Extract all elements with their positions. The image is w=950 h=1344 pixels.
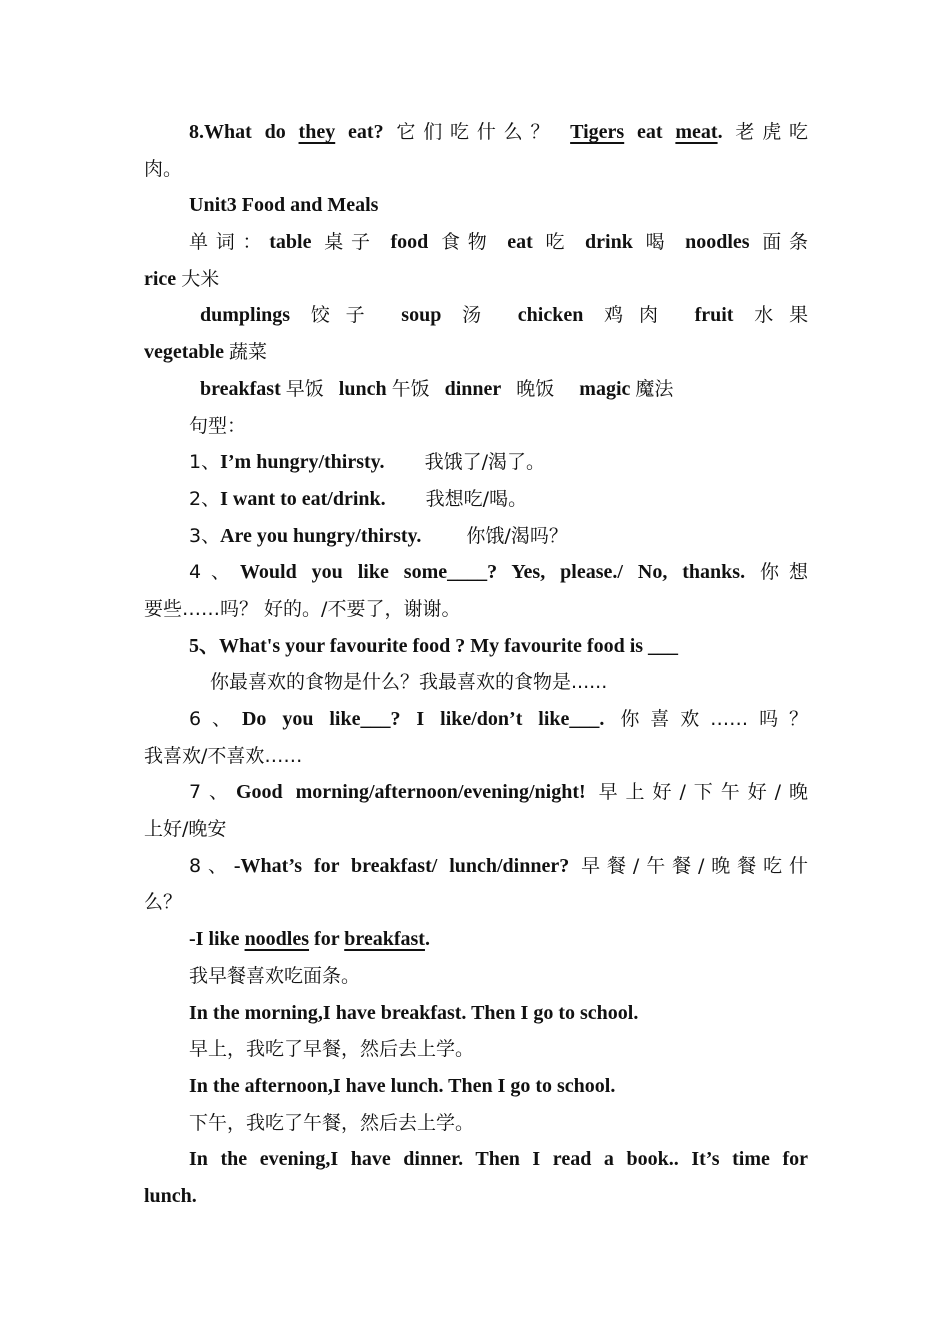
vocab-word: lunch [338,377,387,400]
vocab-meaning: 饺子 [310,304,381,327]
pattern-5-translation: 你最喜欢的食物是什么？我最喜欢的食物是...... [210,671,608,694]
q8-meat: meat [675,121,718,143]
unit2-question-8 [144,114,808,151]
vocab-row-3 [144,371,808,408]
vocab-meaning: 面条 [762,231,809,254]
vocab-meaning: 吃 [545,231,573,254]
pattern-8-cont: 么？ [144,891,183,914]
pattern-3: 3、Are you hungry/thirsty. 你饿/渴吗？ [189,524,568,547]
vocab-word: fruit [694,304,734,327]
pattern-8-answer: -I like noodles for breakfast. [189,928,430,951]
vocab-word: table [269,231,312,254]
pattern-2: 2、I want to eat/drink. 我想吃/喝。 [189,487,528,510]
document-page [144,114,808,1215]
vocab-meaning: 蔬菜 [228,341,267,364]
routine-evening: In the evening,I have dinner. Then I read a book.. It’s time for [189,1148,808,1171]
vocab-meaning: 鸡肉 [604,304,674,327]
patterns-label: 句型： [189,414,247,437]
q8-they: they [298,121,336,143]
vocab-meaning: 早饭 [285,377,324,400]
pattern-4-cont: 要些……吗？ 好的。/不要了，谢谢。 [144,597,461,620]
q8-translation: 它们吃什么？ [396,121,558,143]
vocab-row-2 [144,297,808,334]
q8-text-a: What do [204,121,299,143]
pattern-7-cont: 上好/晚安 [144,818,227,841]
vocab-row-1 [144,224,808,261]
answer-breakfast: breakfast [344,928,425,951]
vocab-word: drink [585,231,633,254]
vocab-meaning: 食物 [440,231,495,254]
q8-tigers: Tigers [570,121,625,143]
vocab-meaning: 喝 [645,231,673,254]
vocab-meaning: 晚饭 [516,377,555,400]
vocab-word: rice [144,267,177,290]
vocab-word: dinner [444,377,502,400]
routine-evening-cont: lunch. [144,1184,197,1207]
pattern-8-answer-translation: 我早餐喜欢吃面条。 [189,964,361,987]
vocab-word: magic [579,377,631,400]
q8-text-b: eat? [335,121,384,143]
pattern-7: 7、Good morning/afternoon/evening/night! 早上好/下午好/晚 [189,781,808,804]
routine-afternoon-translation: 下午，我吃了午餐，然后去上学。 [189,1111,475,1134]
vocab-word: breakfast [200,377,281,400]
vocab-row-1-cont [144,261,808,298]
vocab-meaning: 魔法 [635,377,674,400]
vocab-prefix: 单词： [189,231,270,254]
vocab-meaning: 午饭 [391,377,430,400]
pattern-6: 6、Do you like___? I like/don’t like___. 你喜欢……吗？ [189,708,809,730]
vocab-word: soup [401,304,442,327]
vocab-row-2-cont [144,334,808,371]
vocab-word: noodles [685,231,750,254]
q8-number: 8. [189,121,204,143]
vocab-word: vegetable [144,341,224,364]
vocab-word: dumplings [200,304,291,327]
vocab-meaning: 汤 [462,304,497,327]
vocab-word: food [390,231,429,254]
pattern-4: 4、Would you like some____? Yes, please./ No, thanks. 你想 [189,561,808,584]
q8-answer-translation: 老虎吃 [735,121,809,143]
unit-title: Unit3 Food and Meals [189,194,379,217]
routine-afternoon: In the afternoon,I have lunch. Then I go to school. [189,1074,616,1097]
routine-morning-translation: 早上，我吃了早餐，然后去上学。 [189,1038,475,1061]
vocab-word: chicken [517,304,584,327]
pattern-8: 8、-What’s for breakfast/ lunch/dinner? 早餐/午餐/晚餐吃什 [189,854,808,877]
pattern-5: 5、What's your favourite food ? My favourite food is ___ [189,634,679,657]
routine-morning: In the morning,I have breakfast. Then I go to school. [189,1001,639,1024]
q8-dot: . [717,121,723,143]
pattern-1: 1、I’m hungry/thirsty. 我饿了/渴了。 [189,451,545,474]
answer-noodles: noodles [244,928,310,951]
vocab-meaning: 水果 [754,304,809,327]
q8-eat: eat [624,121,676,143]
vocab-meaning: 大米 [181,267,220,290]
pattern-6-cont: 我喜欢/不喜欢…… [144,744,303,767]
vocab-meaning: 桌子 [324,231,378,254]
vocab-word: eat [507,231,533,254]
q8-answer-translation-cont: 肉。 [144,157,183,180]
